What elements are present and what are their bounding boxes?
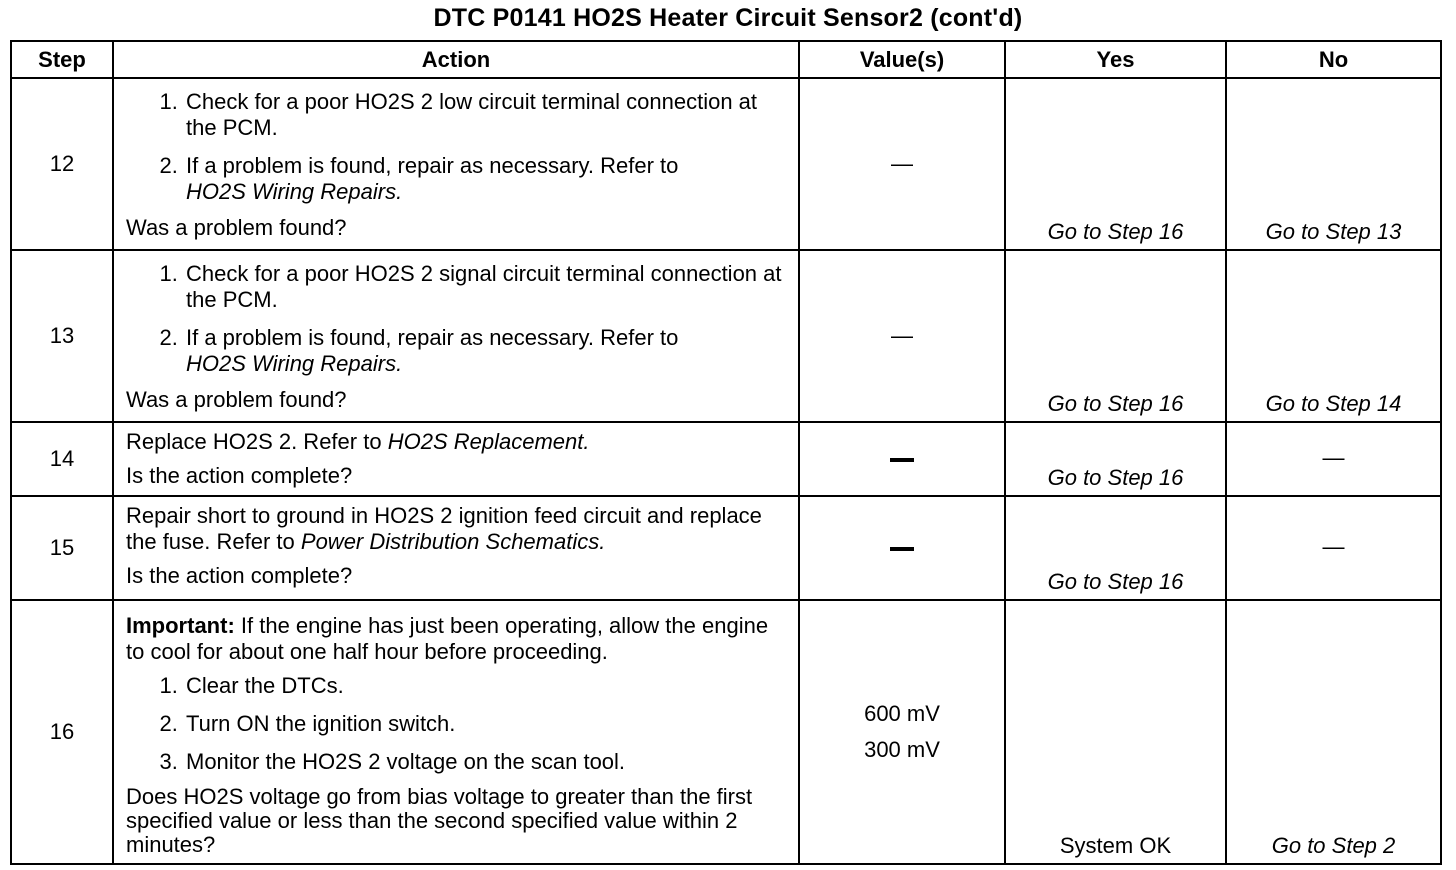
none-dash: — [1322,444,1345,470]
yes-link[interactable]: Go to Step 16 [1005,250,1226,422]
table-row-step-12 [11,78,1441,250]
reference-link[interactable]: HO2S Wiring Repairs. [186,179,403,204]
none-dash: — [1322,533,1345,559]
question-text: Was a problem found? [126,215,347,240]
action-text: Replace HO2S 2. Refer to HO2S Replacement. [126,429,590,454]
action-cell [113,422,799,496]
step-number: 12 [11,78,113,250]
no-link[interactable]: Go to Step 2 [1226,600,1441,864]
header-action: Action [113,41,799,78]
question-text: Is the action complete? [126,563,353,588]
yes-link[interactable]: Go to Step 16 [1005,496,1226,600]
header-row [11,41,1441,78]
reference-link[interactable]: Power Distribution Schematics. [300,529,606,554]
yes-link[interactable]: Go to Step 16 [1005,422,1226,496]
none-dash [890,547,914,551]
value-cell [799,422,1005,496]
step-number: 13 [11,250,113,422]
none-dash: — [891,151,913,176]
action-item: 1. Check for a poor HO2S 2 signal circuit terminal connection at the PCM. [184,261,786,313]
action-text: Repair short to ground in HO2S 2 ignition feed circuit and replace the fuse. Refer to Power Distribution Schematics. [126,503,762,554]
reference-link[interactable]: HO2S Wiring Repairs. [186,351,403,376]
header-step: Step [11,41,113,78]
table-row-step-13 [11,250,1441,422]
value-cell [799,250,1005,422]
dtc-table [10,40,1442,865]
important-label: Important: [126,613,235,638]
question-text: Was a problem found? [126,387,347,412]
value-600mv: 600 mV [864,701,940,726]
no-link[interactable]: Go to Step 14 [1226,250,1441,422]
none-dash [890,458,914,462]
no-link[interactable]: Go to Step 13 [1226,78,1441,250]
step-number: 16 [11,600,113,864]
yes-link[interactable]: Go to Step 16 [1005,78,1226,250]
question-text: Is the action complete? [126,463,353,488]
table-row-step-15 [11,496,1441,600]
table-row-step-14 [11,422,1441,496]
value-300mv: 300 mV [864,737,940,762]
action-cell [113,496,799,600]
none-dash: — [891,323,913,348]
action-item: 2. If a problem is found, repair as necessary. Refer to HO2S Wiring Repairs. [184,153,786,205]
question-text: Does HO2S voltage go from bias voltage to greater than the first specified value or less than the second specified value within 2 minutes? [126,784,753,857]
no-cell [1226,496,1441,600]
step-number: 14 [11,422,113,496]
header-values: Value(s) [799,41,1005,78]
reference-link[interactable]: HO2S Replacement. [387,429,590,454]
value-cell [799,78,1005,250]
action-item: 2. If a problem is found, repair as necessary. Refer to HO2S Wiring Repairs. [184,325,786,377]
important-note: Important: If the engine has just been operating, allow the engine to cool for about one half hour before proceeding. [126,613,769,664]
page-title: DTC P0141 HO2S Heater Circuit Sensor2 (cont'd) [433,4,1023,32]
action-item: 2. Turn ON the ignition switch. [184,711,786,737]
action-cell [113,250,799,422]
action-item: 1. Check for a poor HO2S 2 low circuit terminal connection at the PCM. [184,89,786,141]
header-yes: Yes [1005,41,1226,78]
header-no: No [1226,41,1441,78]
value-cell [799,600,1005,864]
action-item: 3. Monitor the HO2S 2 voltage on the scan tool. [184,749,786,775]
action-item: 1. Clear the DTCs. [184,673,786,699]
system-ok-text: System OK [1005,600,1226,864]
action-cell [113,600,799,864]
value-cell [799,496,1005,600]
step-number: 15 [11,496,113,600]
table-row-step-16 [11,600,1441,864]
no-cell [1226,422,1441,496]
action-cell [113,78,799,250]
